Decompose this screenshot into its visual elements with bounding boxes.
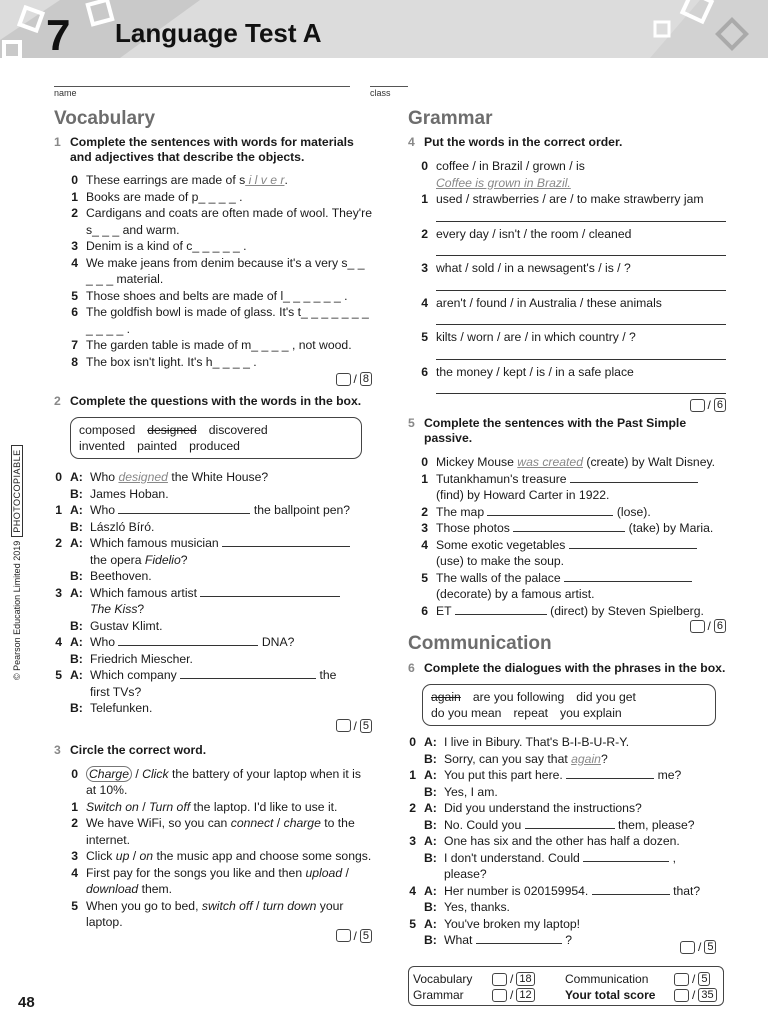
answer-line[interactable] bbox=[436, 277, 726, 291]
ex5-item-5[interactable]: 5 The walls of the palace (decorate) by a famous artist. bbox=[420, 570, 726, 603]
ex2-item-2[interactable]: 2 A: Which famous musician the opera Fidelio? B: Beethoven. bbox=[54, 535, 372, 585]
ex2-score: / 5 bbox=[54, 719, 372, 733]
ex3-item-3[interactable]: 3 Click up / on the music app and choose some songs. bbox=[71, 849, 372, 863]
ex4-item-3: 3 what / sold / in a newsagent's / is / ? bbox=[421, 261, 631, 275]
ex6-item-2[interactable]: 2 A: Did you understand the instructions? B: No. Could you them, please? bbox=[409, 801, 695, 832]
score-box[interactable] bbox=[690, 399, 705, 412]
ex2-item-3[interactable]: 3 A: Which famous artist The Kiss? B: Gustav Klimt. bbox=[54, 585, 372, 635]
ex6-phrase-box: again are you following did you get do you mean repeat you explain bbox=[422, 684, 716, 726]
ex5-item-6[interactable]: 6 ET (direct) by Steven Spielberg. bbox=[421, 603, 704, 618]
photocopiable-stamp: PHOTOCOPIABLE bbox=[11, 445, 23, 536]
ex3-items bbox=[54, 766, 372, 931]
page-title: Language Test A bbox=[115, 18, 322, 48]
score-box[interactable] bbox=[492, 989, 507, 1002]
ex4-instruction: 4 Put the words in the correct order. bbox=[408, 135, 623, 149]
ex5-items bbox=[408, 454, 726, 619]
header-band bbox=[0, 0, 768, 58]
ex2-item-0: 0 A: Who designed the White House? B: James Hoban. bbox=[55, 470, 269, 501]
answer-line[interactable] bbox=[436, 311, 726, 325]
score-box[interactable] bbox=[336, 719, 351, 732]
score-box[interactable] bbox=[674, 973, 689, 986]
ex6-instruction: 6 Complete the dialogues with the phrases in the box. bbox=[408, 661, 726, 675]
copyright-note bbox=[11, 400, 25, 680]
ex6-items bbox=[408, 734, 726, 949]
ex6-item-0: 0 A: I live in Bibury. That's B-I-B-U-R-Y. B: Sorry, can you say that again? bbox=[409, 735, 630, 766]
ex1-item-1[interactable]: 1 Books are made of p_ _ _ _ . bbox=[71, 189, 243, 204]
example-answer: i l v e r bbox=[245, 173, 285, 187]
score-box[interactable] bbox=[674, 989, 689, 1002]
score-communication: Communication / 5 bbox=[565, 972, 710, 986]
ex5-item-2[interactable]: 2 The map (lose). bbox=[421, 504, 651, 519]
ex3-item-4[interactable]: 4 First pay for the songs you like and then upload / download them. bbox=[71, 865, 349, 896]
ex2-item-1[interactable]: 1 A: Who the ballpoint pen? B: László Bíró. bbox=[55, 503, 351, 534]
section-title-communication: Communication bbox=[408, 633, 552, 654]
circled-answer: Charge bbox=[86, 766, 132, 782]
ex4-item-4: 4 aren't / found / in Australia / these animals bbox=[421, 295, 662, 310]
right-column bbox=[408, 108, 726, 949]
ex5-instruction: 5 Complete the sentences with the Past Simple passive. bbox=[408, 416, 687, 445]
ex2-instruction: 2 Complete the questions with the words in the box. bbox=[54, 394, 362, 408]
score-total: Your total score / 35 bbox=[565, 988, 717, 1002]
ex4-item-2: 2 every day / isn't / the room / cleaned bbox=[421, 226, 632, 241]
score-grammar: Grammar / 12 bbox=[413, 988, 535, 1002]
score-summary bbox=[408, 966, 724, 1006]
answer-line[interactable] bbox=[436, 208, 726, 222]
ex3-score: / 5 bbox=[54, 929, 372, 943]
section-title-vocabulary: Vocabulary bbox=[54, 108, 156, 129]
ex5-item-4[interactable]: 4 Some exotic vegetables (use) to make the soup. bbox=[420, 537, 726, 570]
ex6-item-3[interactable]: 3 A: One has six and the other has half a dozen. B: I don't understand. Could , please? bbox=[409, 834, 680, 881]
ex5-item-0: 0 Mickey Mouse was created (create) by Walt Disney. bbox=[421, 455, 716, 469]
ex3-item-1[interactable]: 1 Switch on / Turn off the laptop. I'd like to use it. bbox=[71, 799, 338, 814]
ex1-items bbox=[54, 172, 372, 370]
answer-line[interactable] bbox=[436, 380, 726, 394]
ex4-items bbox=[408, 158, 726, 394]
ex5-item-1[interactable]: 1 Tutankhamun's treasure (find) by Howard Carter in 1922. bbox=[420, 471, 726, 504]
ex2-items bbox=[54, 469, 372, 717]
ex1-item-4[interactable]: 4 We make jeans from denim because it's a very s_ _ _ _ _ material. bbox=[71, 255, 365, 286]
score-box[interactable] bbox=[336, 373, 351, 386]
ex1-instruction: 1 Complete the sentences with words for materials and adjectives that describe the objects. bbox=[54, 135, 354, 164]
ex1-item-7[interactable]: 7 The garden table is made of m_ _ _ _ , not wood. bbox=[71, 338, 352, 352]
copyright-text: © Pearson Education Limited 2019 bbox=[12, 540, 22, 680]
ex3-item-0: 0 Charge / Click the battery of your laptop when it is at 10%. bbox=[71, 766, 361, 797]
ex6-item-5[interactable]: 5 A: You've broken my laptop! B: What ? bbox=[409, 916, 581, 947]
class-label: class bbox=[370, 88, 391, 98]
name-label: name bbox=[54, 88, 77, 98]
ex1-item-3[interactable]: 3 Denim is a kind of c_ _ _ _ _ . bbox=[71, 239, 247, 253]
ex4-item-6: 6 the money / kept / is / in a safe place bbox=[421, 364, 634, 379]
ex1-score: / 8 bbox=[54, 372, 372, 386]
score-box[interactable] bbox=[680, 941, 695, 954]
ex2-word-box: composed designed discovered invented painted produced bbox=[70, 417, 362, 459]
ex4-item-0: 0 coffee / in Brazil / grown / is Coffee is grown in Brazil. bbox=[421, 159, 585, 190]
ex6-item-4[interactable]: 4 A: Her number is 020159954. that? B: Yes, thanks. bbox=[409, 883, 701, 914]
ex3-instruction: 3 Circle the correct word. bbox=[54, 742, 207, 757]
section-title-grammar: Grammar bbox=[408, 108, 493, 129]
ex3-item-5[interactable]: 5 When you go to bed, switch off / turn down your laptop. bbox=[71, 898, 344, 929]
unit-number: 7 bbox=[46, 11, 71, 58]
answer-line[interactable] bbox=[436, 242, 726, 256]
ex5-item-3[interactable]: 3 Those photos (take) by Maria. bbox=[421, 521, 714, 535]
ex1-item-0: 0 These earrings are made of s i l v e r. bbox=[71, 173, 288, 187]
ex6-item-1[interactable]: 1 A: You put this part here. me? B: Yes, I am. bbox=[409, 768, 682, 799]
name-field[interactable] bbox=[54, 86, 350, 87]
ex3-item-2[interactable]: 2 We have WiFi, so you can connect / charge to the internet. bbox=[71, 816, 355, 847]
score-box[interactable] bbox=[336, 929, 351, 942]
score-box[interactable] bbox=[492, 973, 507, 986]
ex6-score: / 5 bbox=[680, 940, 716, 954]
ex2-item-5[interactable]: 5 A: Which company the first TVs? B: Telefunken. bbox=[55, 668, 337, 715]
left-column bbox=[54, 108, 372, 943]
ex2-item-4[interactable]: 4 A: Who DNA? B: Friedrich Miescher. bbox=[55, 635, 295, 666]
ex1-item-8[interactable]: 8 The box isn't light. It's h_ _ _ _ . bbox=[71, 354, 257, 369]
ex4-item-5: 5 kilts / worn / are / in which country / ? bbox=[421, 330, 636, 344]
ex1-item-6[interactable]: 6 The goldfish bowl is made of glass. It's t_ _ _ _ _ _ _ _ _ _ _ . bbox=[71, 305, 369, 336]
class-field[interactable] bbox=[370, 86, 408, 87]
ex1-item-2[interactable]: 2 Cardigans and coats are often made of wool. They're s_ _ _ and warm. bbox=[71, 206, 372, 237]
page-number: 48 bbox=[18, 994, 35, 1011]
ex5-score: / 6 bbox=[408, 619, 726, 633]
answer-line[interactable] bbox=[436, 346, 726, 360]
ex4-item-1: 1 used / strawberries / are / to make strawberry jam bbox=[421, 192, 704, 206]
score-vocabulary: Vocabulary / 18 bbox=[413, 972, 535, 986]
score-box[interactable] bbox=[690, 620, 705, 633]
ex1-item-5[interactable]: 5 Those shoes and belts are made of l_ _ _ _ _ _ . bbox=[71, 288, 348, 303]
ex4-score: / 6 bbox=[408, 398, 726, 412]
